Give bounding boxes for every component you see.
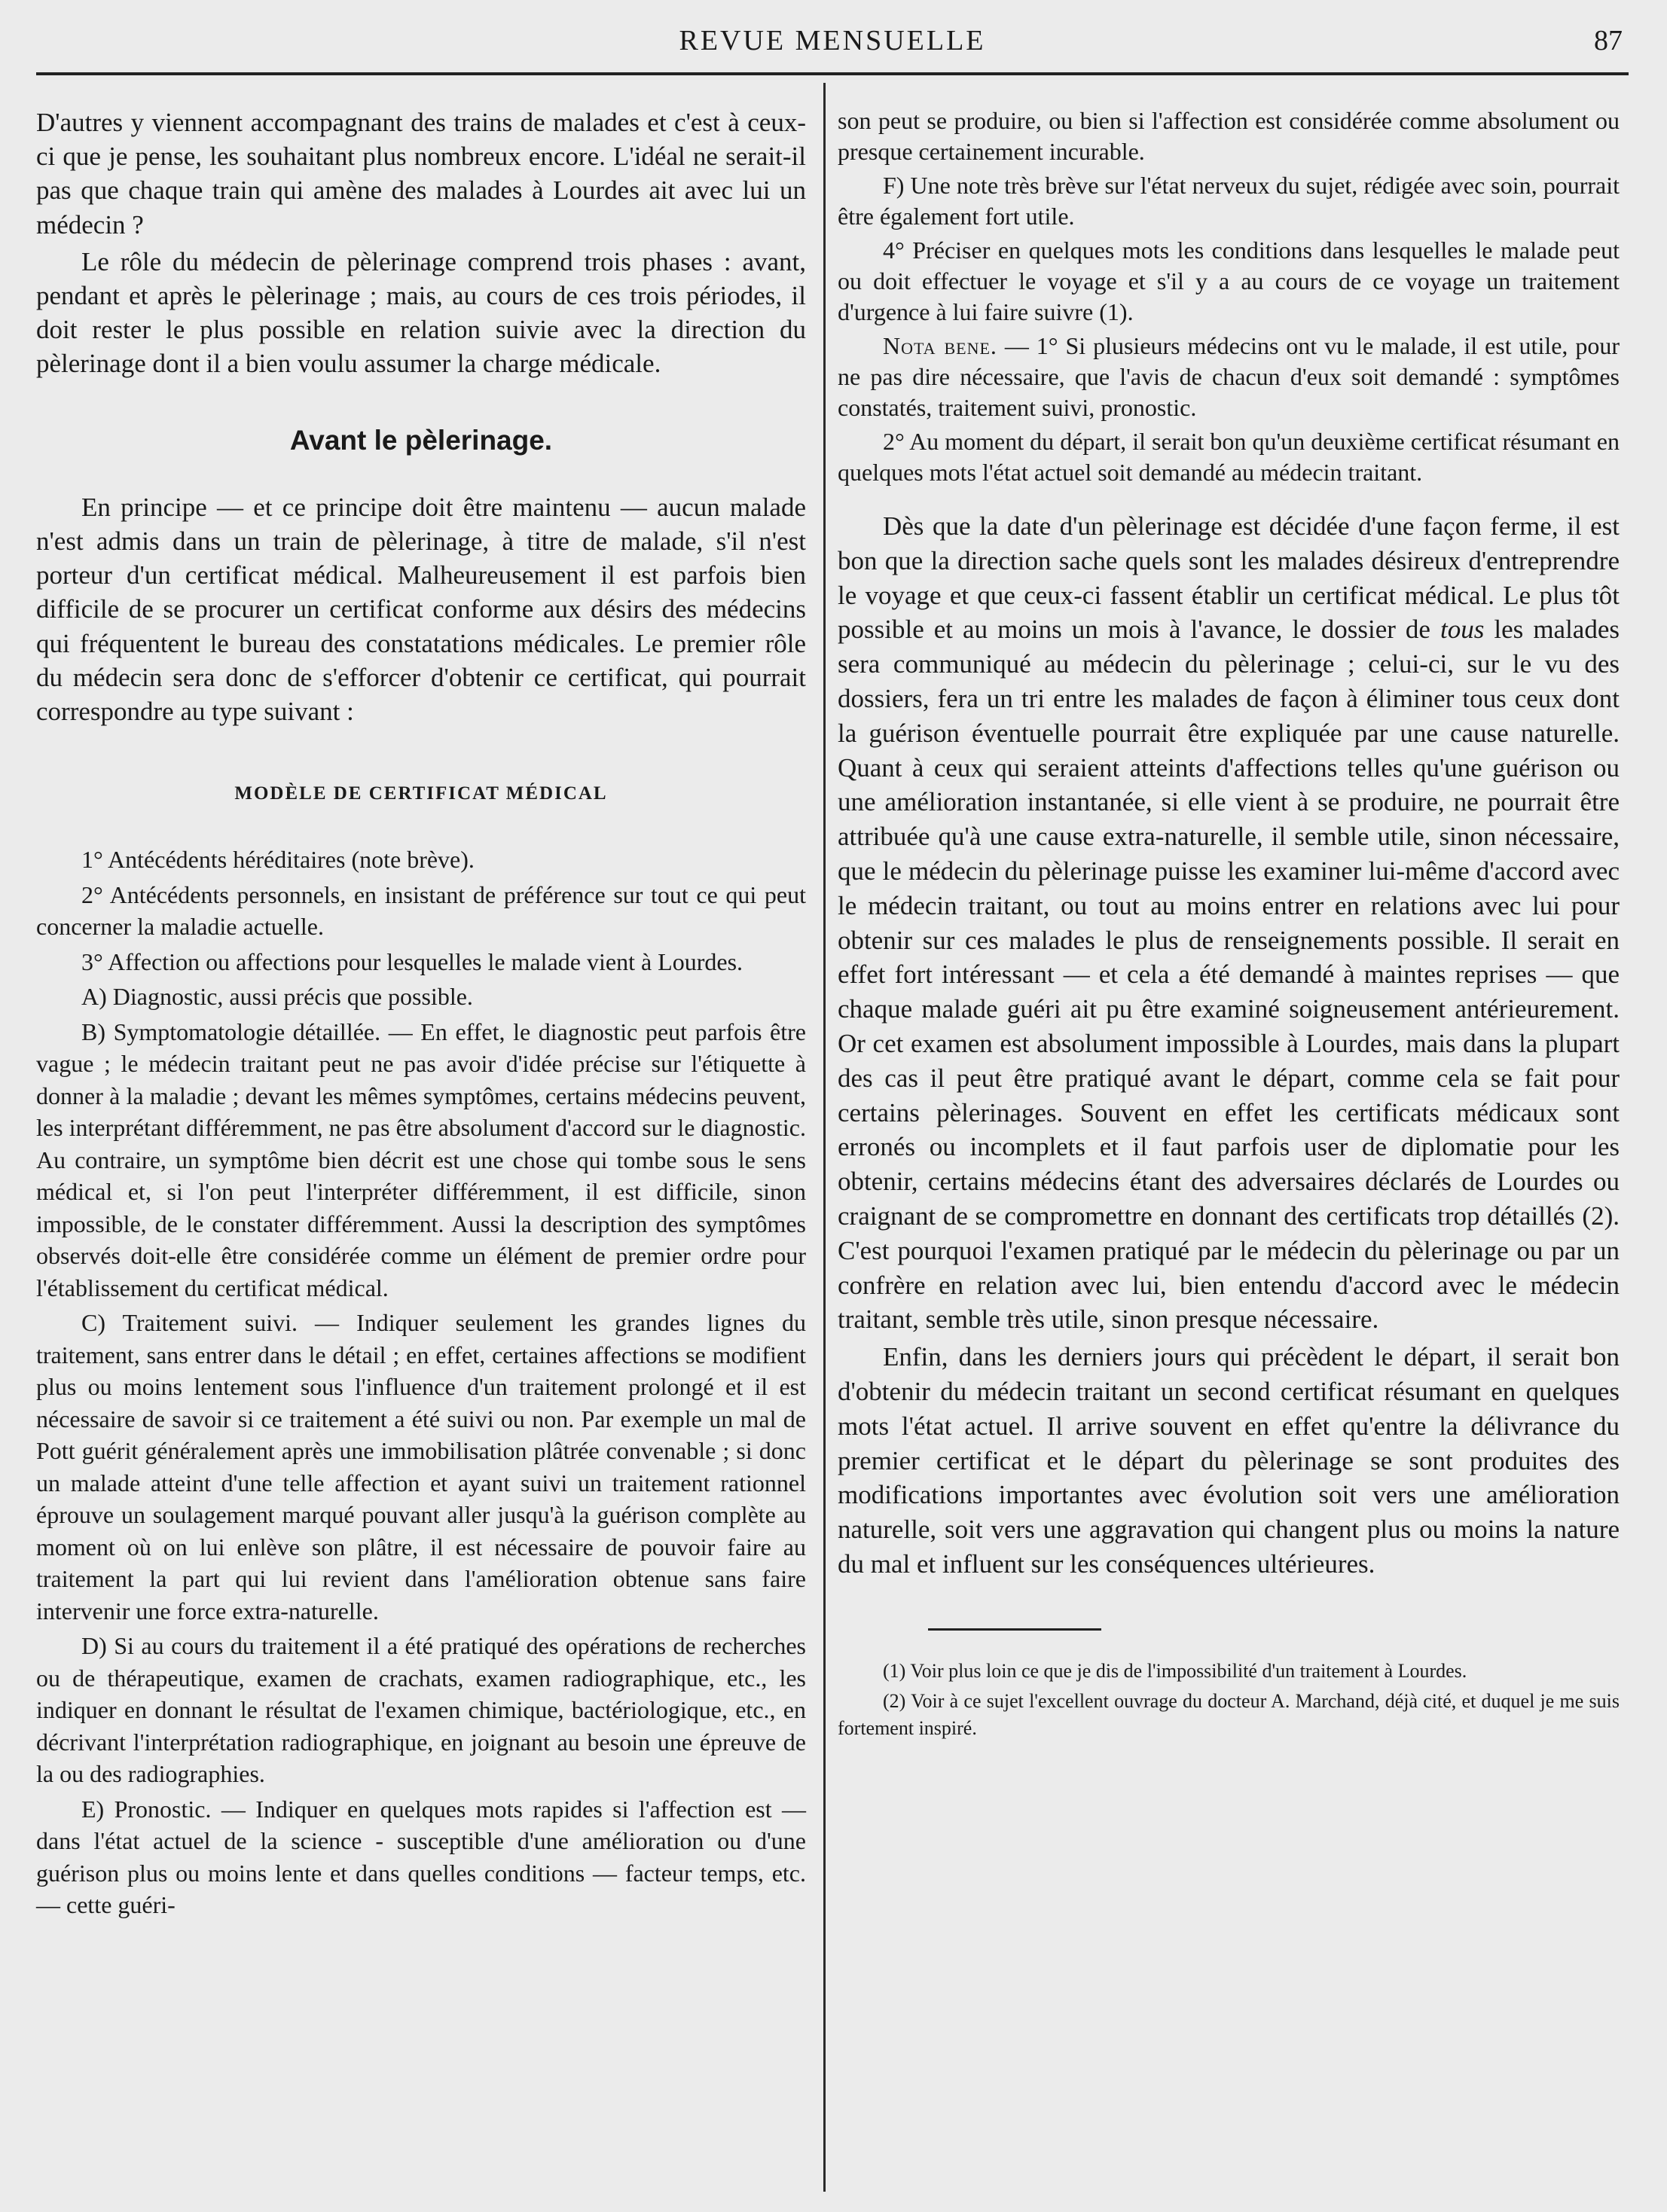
nota-bene-text: — 1° Si plusieurs médecins ont vu le malade, il est utile, pour ne pas dire nécessaire, que l'avis de chacun d'eux soit demandé : symptômes constatés, traitement suivi, pronostic.: [838, 332, 1620, 421]
footnote-rule: [928, 1628, 1101, 1631]
column-divider: [823, 83, 826, 2192]
footnote: (2) Voir à ce sujet l'excellent ouvrage du docteur A. Marchand, déjà cité, et duquel je me suis fortement inspiré.: [838, 1689, 1620, 1739]
page-header: [30, 15, 1635, 60]
paragraph-text-a: Dès que la date d'un pèlerinage est décidée d'une façon ferme, il est bon que la direction sache quels sont les malades désireux d'entreprendre le voyage et que ceux-ci fassent établir un certificat médical. Le plus tôt possible et au moins un mois à l'avance, le dossier de: [838, 511, 1620, 645]
list-item: F) Une note très brève sur l'état nerveux du sujet, rédigée avec soin, pourrait être également fort utile.: [838, 172, 1620, 230]
nota-bene: [838, 331, 1620, 423]
list-item: 2° Antécédents personnels, en insistant de préférence sur tout ce qui peut concerner la maladie actuelle.: [36, 880, 806, 941]
paragraph: En principe — et ce principe doit être maintenu — aucun malade n'est admis dans un train de pèlerinage, à titre de malade, s'il n'est porteur d'un certificat médical. Malheureusement il est parfois bien difficile de se procurer un certificat conforme aux désirs des médecins qui fréquentent le bureau des constatations médicales. Le premier rôle du médecin sera donc de s'efforcer d'obtenir ce certificat, qui pourrait correspondre au type suivant :: [36, 492, 806, 727]
list-item: D) Si au cours du traitement il a été pratiqué des opérations de recherches ou de thérapeutique, examen de crachats, examen radiographique, etc., les indiquer en donnant le résultat de l'examen chimique, bactériologique, etc., en décrivant l'interprétation radiographique, en joignant au besoin une épreuve de la ou des radiographies.: [36, 1632, 806, 1788]
paragraph: D'autres y viennent accompagnant des trains de malades et c'est à ceux-ci que je pense, les souhaitant plus nombreux encore. L'idéal ne serait-il pas que chaque train qui amène des malades à Lourdes ait avec lui un médecin ?: [36, 108, 806, 240]
nota-bene-label: Nota bene.: [883, 332, 997, 359]
page-number: 87: [1594, 25, 1623, 56]
section-heading: Avant le pèlerinage.: [289, 424, 553, 456]
certificate-items: [36, 844, 806, 1921]
emphasis: tous: [1440, 615, 1485, 645]
list-item: E) Pronostic. — Indiquer en quelques mots rapides si l'affection est — dans l'état actuel de la science - susceptible d'une amélioration ou d'une guérison plus ou moins lente et dans quelles conditions — facteur temps, etc. — cette guéri-: [36, 1795, 806, 1919]
header-rule: [36, 72, 1629, 75]
paragraph: Le rôle du médecin de pèlerinage comprend trois phases : avant, pendant et après le pèlerinage ; mais, au cours de ces trois périodes, il doit rester le plus possible en relation suivie avec la direction du pèlerinage dont il a bien voulu assumer la charge médicale.: [36, 246, 806, 379]
running-title: REVUE MENSUELLE: [679, 25, 986, 56]
list-item: C) Traitement suivi. — Indiquer seulement les grandes lignes du traitement, sans entrer dans le détail ; en effet, certaines affections se modifient plus ou moins lentement sous l'influence d'un traitement prolongé et il est nécessaire de savoir si ce traitement a été suivi ou non. Par exemple un mal de Pott guérit généralement après une immobilisation plâtrée convenable ; si donc un malade atteint d'une telle affection et ayant suivi un traitement rationnel éprouve un soulagement marqué pouvant aller jusqu'à la guérison complète au moment où on lui enlève son plâtre, il est nécessaire de pouvoir faire au traitement la part qui lui revient dans l'amélioration obtenue sans faire intervenir une force extra-naturelle.: [36, 1309, 806, 1625]
paragraph: [838, 509, 1620, 1337]
certificate-heading: MODÈLE DE CERTIFICAT MÉDICAL: [234, 783, 608, 804]
right-body: [838, 509, 1620, 1582]
list-item: B) Symptomatologie détaillée. — En effet, le diagnostic peut parfois être vague ; le médecin traitant peut ne pas avoir d'idée précise sur l'étiquette à donner à la maladie ; devant les mêmes symptômes, certains médecins peuvent, les interprétant différemment, ne pas être absolument d'accord sur le diagnostic. Au contraire, un symptôme bien décrit est une chose qui tombe sous le sens médical et, si l'on peut l'interpréter différemment, il est difficile, sinon impossible, de le constater différemment. Aussi la description des symptômes observés doit-elle être considérée comme un élément de premier ordre pour l'établissement du certificat médical.: [36, 1018, 806, 1301]
list-item: 3° Affection ou affections pour lesquelles le malade vient à Lourdes.: [81, 947, 743, 975]
list-item: son peut se produire, ou bien si l'affection est considérée comme absolument ou presque certainement incurable.: [838, 107, 1620, 165]
right-column: [838, 105, 1620, 1745]
spacer: [838, 491, 1620, 509]
paragraph-text-b: les malades sera communiqué au médecin du pèlerinage ; celui-ci, sur le vu des dossiers, fera un tri entre les malades de façon à éliminer tous ceux dont la guérison éventuelle pourrait être expliquée par une cause naturelle. Quant à ceux qui seraient atteints d'affections telles qu'une guérison ou une amélioration instantanée, si elle vient à se produire, ne pourrait être attribuée qu'à une cause extra-naturelle, il semble utile, sinon nécessaire, que le médecin du pèlerinage puisse les examiner lui-même d'accord avec le médecin traitant, ou tout au moins entrer en relations avec lui pour obtenir sur ces malades le plus de renseignements possible. Il serait en effet fort intéressant — et cela a été demandé à maintes reprises — que chaque malade guéri ait pu être examiné soigneusement antérieurement. Or cet examen est absolument impossible à Lourdes, mais dans la plupart des cas il peut être pratiqué avant le départ, comme cela se fait pour certains pèlerinages. Souvent en effet les certificats médicaux sont erronés ou incomplets et il faut parfois user de diplomatie pour les obtenir, certains médecins étant des adversaires déclarés de Lourdes ou craignant de se compromettre en donnant des certificats trop détaillés (2). C'est pourquoi l'examen pratiqué par le médecin du pèlerinage ou par un confrère en relation avec lui, bien entendu d'accord avec le médecin traitant, semble très utile, sinon presque nécessaire.: [838, 615, 1620, 1335]
list-item: 4° Préciser en quelques mots les conditions dans lesquelles le malade peut ou doit effectuer le voyage et s'il y a au cours de ce voyage un traitement d'urgence à lui faire suivre (1).: [838, 236, 1620, 325]
paragraph: Enfin, dans les derniers jours qui précèdent le départ, il serait bon d'obtenir du médecin traitant un second certificat résumant en quelques mots l'état actuel. Il arrive souvent en effet qu'entre la délivrance du premier certificat et le départ du pèlerinage se sont produites des modifications importantes avec évolution soit vers une amélioration naturelle, soit vers une aggravation qui changent plus ou moins la nature du mal et influent sur les conséquences ultérieures.: [838, 1342, 1620, 1579]
list-item: A) Diagnostic, aussi précis que possible.: [81, 983, 473, 1011]
nota-bene-2: 2° Au moment du départ, il serait bon qu'un deuxième certificat résumant en quelques mots l'état actuel soit demandé au médecin traitant.: [838, 428, 1620, 486]
footnote: (1) Voir plus loin ce que je dis de l'impossibilité d'un traitement à Lourdes.: [883, 1659, 1467, 1682]
list-item: 1° Antécédents héréditaires (note brève).: [81, 846, 475, 874]
left-column: [36, 105, 806, 1924]
